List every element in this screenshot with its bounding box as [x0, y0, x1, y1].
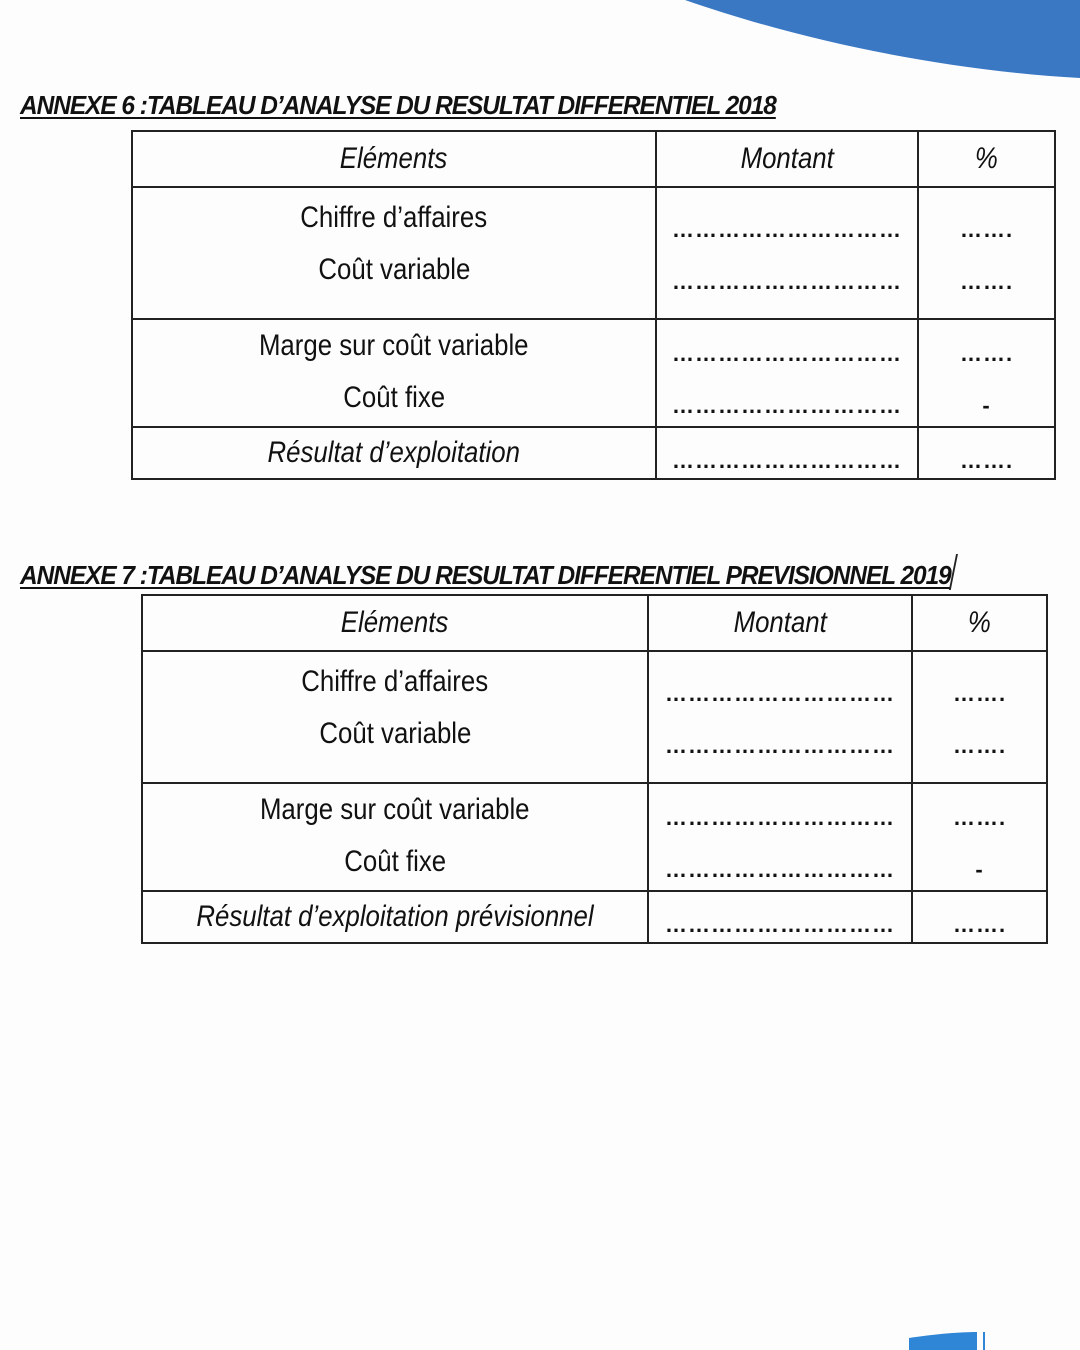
percent-dash: - [975, 857, 984, 882]
label-cout-variable: Coût variable [318, 717, 472, 750]
amount-blank[interactable]: ………………………… [672, 393, 902, 418]
percent-cell[interactable] [912, 891, 1047, 943]
table-row [142, 891, 1047, 943]
percent-blank[interactable]: ……. [959, 448, 1014, 473]
header-elements: Eléments [142, 595, 648, 651]
percent-cell[interactable] [912, 783, 1047, 891]
label-chiffre-affaires: Chiffre d’affaires [300, 201, 488, 234]
table-row [132, 187, 1055, 319]
label-resultat-previsionnel: Résultat d’exploitation prévisionnel [196, 900, 594, 933]
percent-blank[interactable]: ……. [959, 341, 1014, 366]
percent-dash: - [982, 393, 991, 418]
elements-cell [132, 427, 656, 479]
table-row [132, 427, 1055, 479]
amount-cell[interactable] [656, 319, 918, 427]
table-header-row [142, 595, 1047, 651]
elements-cell [132, 187, 656, 319]
elements-cell [142, 651, 648, 783]
amount-blank[interactable]: ………………………… [672, 217, 902, 242]
header-montant: Montant [648, 595, 912, 651]
label-chiffre-affaires: Chiffre d’affaires [301, 665, 489, 698]
percent-blank[interactable]: ……. [959, 269, 1014, 294]
amount-blank[interactable]: ………………………… [665, 733, 895, 758]
header-montant: Montant [656, 131, 918, 187]
elements-cell [132, 319, 656, 427]
percent-cell[interactable] [918, 427, 1055, 479]
header-percent: % [918, 131, 1055, 187]
header-elements: Eléments [132, 131, 656, 187]
label-marge: Marge sur coût variable [259, 329, 529, 362]
amount-cell[interactable] [648, 891, 912, 943]
footer-logo-mark [905, 1330, 995, 1350]
annex-7-title: ANNEXE 7 :TABLEAU D’ANALYSE DU RESULTAT DIFFERENTIEL PREVISIONNEL 2019 [20, 554, 954, 591]
amount-blank[interactable]: ………………………… [665, 805, 895, 830]
percent-blank[interactable]: ……. [952, 733, 1007, 758]
table-row [132, 319, 1055, 427]
percent-cell[interactable] [918, 187, 1055, 319]
amount-blank[interactable]: ………………………… [665, 857, 895, 882]
elements-cell [142, 783, 648, 891]
table-row [142, 783, 1047, 891]
amount-blank[interactable]: ………………………… [672, 448, 902, 473]
percent-blank[interactable]: ……. [952, 681, 1007, 706]
amount-cell[interactable] [656, 187, 918, 319]
annex-7-table [141, 594, 1048, 944]
amount-cell[interactable] [656, 427, 918, 479]
table-header-row [132, 131, 1055, 187]
percent-cell[interactable] [918, 319, 1055, 427]
label-cout-variable: Coût variable [317, 253, 471, 286]
label-cout-fixe: Coût fixe [343, 381, 445, 414]
amount-cell[interactable] [648, 651, 912, 783]
percent-blank[interactable]: ……. [952, 912, 1007, 937]
label-cout-fixe: Coût fixe [344, 845, 446, 878]
percent-blank[interactable]: ……. [959, 217, 1014, 242]
amount-blank[interactable]: ………………………… [665, 681, 895, 706]
label-marge: Marge sur coût variable [260, 793, 530, 826]
elements-cell [142, 891, 648, 943]
amount-blank[interactable]: ………………………… [672, 269, 902, 294]
header-percent: % [912, 595, 1047, 651]
annex-6-title: ANNEXE 6 :TABLEAU D’ANALYSE DU RESULTAT DIFFERENTIEL 2018 [20, 90, 776, 120]
amount-blank[interactable]: ………………………… [672, 341, 902, 366]
percent-blank[interactable]: ……. [952, 805, 1007, 830]
table-row [142, 651, 1047, 783]
amount-cell[interactable] [648, 783, 912, 891]
amount-blank[interactable]: ………………………… [665, 912, 895, 937]
corner-wave-decoration [580, 0, 1080, 90]
annex-6-table [131, 130, 1056, 480]
label-resultat: Résultat d’exploitation [267, 436, 521, 469]
percent-cell[interactable] [912, 651, 1047, 783]
